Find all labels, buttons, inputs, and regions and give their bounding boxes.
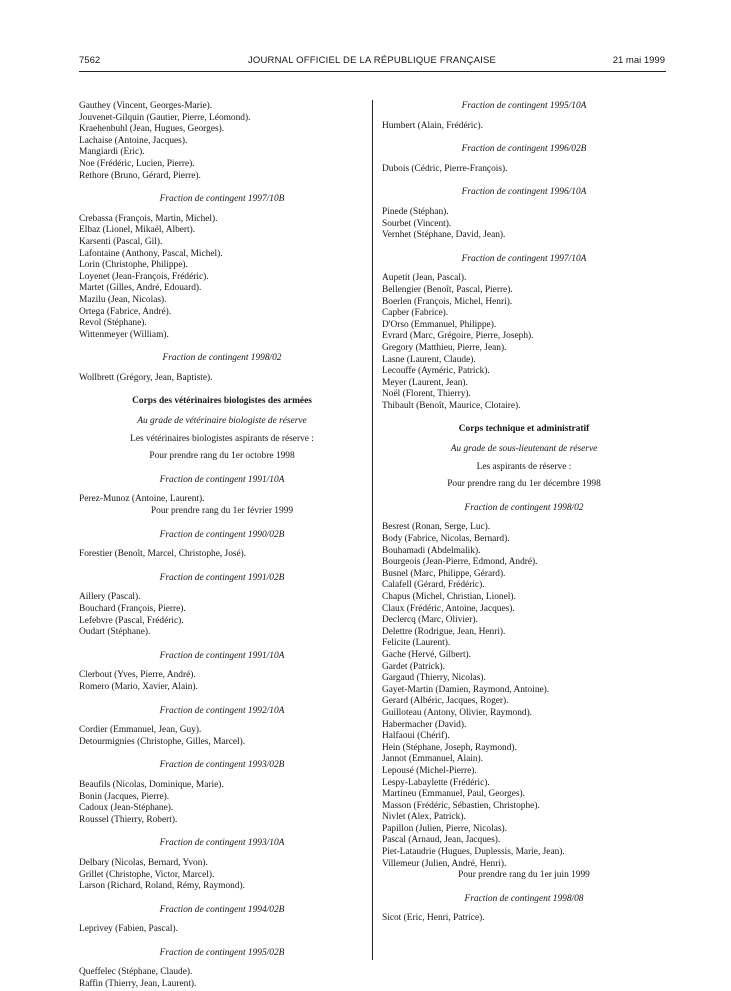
name-entry: Romero (Mario, Xavier, Alain). [79,681,198,692]
name-entry: Gauthey (Vincent, Georges-Marie). [79,101,213,111]
name-entry: Beaufils (Nicolas, Dominique, Marie). [79,779,224,790]
name-list [79,858,365,893]
name-entry: Karsenti (Pascal, Gil). [79,236,163,247]
column-divider [372,100,373,960]
page-number: 7562 [79,55,101,66]
name-entry: Raffin (Thierry, Jean, Laurent). [79,979,197,990]
name-entry: Lespy-Labaylette (Frédéric). [382,777,490,788]
name-entry: Sourbet (Vincent). [382,218,452,229]
name-entry: Aupetit (Jean, Pascal). [382,273,467,284]
grade-heading: Au grade de vétérinaire biologiste de réserve [137,416,307,427]
name-list [382,273,666,412]
name-list [79,373,365,385]
name-entry: Bouhamadi (Abdelmalik). [382,545,481,556]
rang-line: Pour prendre rang du 1er février 1999 [150,506,294,517]
name-list [79,101,365,182]
name-entry: Lasne (Laurent, Claude). [382,354,476,365]
fraction-heading: Fraction de contingent 1991/10A [159,474,285,485]
fraction-heading: Fraction de contingent 1997/10B [159,194,285,205]
name-entry: Gardet (Patrick). [382,661,445,672]
name-entry: Aillery (Pascal). [79,592,141,603]
name-entry: Ortega (Fabrice, André). [79,306,172,317]
corps-heading: Corps des vétérinaires biologistes des armées [132,396,312,407]
name-entry: Nivlet (Alex, Patrick). [382,812,466,823]
name-entry: Humbert (Alain, Frédéric). [382,120,484,131]
intro-line: Les aspirants de réserve : [476,461,572,472]
name-entry: Elbaz (Lionel, Mikaël, Albert). [79,225,196,236]
fraction-heading: Fraction de contingent 1997/10A [461,253,587,264]
name-entry: Piet-Lataudrie (Hugues, Duplessis, Marie, Jean). [382,847,565,858]
name-entry: Pinede (Stéphan). [382,206,449,217]
name-entry: D'Orso (Emmanuel, Philippe). [382,319,497,330]
name-entry: Leprivey (Fabien, Pascal). [79,924,178,935]
fraction-heading: Fraction de contingent 1990/02B [159,529,285,540]
name-entry: Crebassa (François, Martin, Michel). [79,213,218,224]
name-entry: Halfaoui (Chérif). [382,731,450,742]
name-entry: Vernhet (Stéphane, David, Jean). [382,230,506,241]
rang-line: Pour prendre rang du 1er décembre 1998 [447,479,601,490]
name-entry: Lefebvre (Pascal, Frédéric). [79,615,184,626]
name-entry: Lachaise (Antoine, Jacques). [79,135,188,146]
name-entry: Queffelec (Stéphane, Claude). [79,967,193,978]
name-entry: Dubois (Cédric, Pierre-François). [382,163,508,174]
name-entry: Capber (Fabrice). [382,308,449,319]
name-entry: Villemeur (Julien, André, Henri). [382,858,507,869]
fraction-heading: Fraction de contingent 1998/08 [464,893,584,904]
page-header [79,53,665,69]
name-list [79,494,365,506]
name-entry: Grillet (Christophe, Victor, Marcel). [79,869,215,880]
name-entry: Habermacher (David). [382,719,467,730]
grade-heading: Au grade de sous-lieutenant de réserve [450,444,598,455]
name-list [79,725,365,748]
name-entry: Thibault (Benoît, Maurice, Clotaire). [382,400,521,411]
name-list [79,214,365,342]
name-list [79,967,365,990]
name-list [79,670,365,693]
fraction-heading: Fraction de contingent 1996/10A [461,187,587,198]
name-entry: Calafell (Gérard, Frédéric). [382,580,485,591]
name-entry: Declercq (Marc, Olivier). [382,615,478,626]
name-entry: Delettre (Rodrigue, Jean, Henri). [382,626,506,637]
name-entry: Chapus (Michel, Christian, Lionel). [382,592,516,602]
name-entry: Detourmignies (Christophe, Gilles, Marcel). [79,736,246,747]
name-entry: Lorin (Christophe, Philippe). [79,260,188,271]
name-entry: Besrest (Ronan, Serge, Luc). [382,522,491,533]
fraction-heading: Fraction de contingent 1993/10A [159,838,285,849]
name-entry: Bellengier (Benoît, Pascal, Pierre). [382,284,513,295]
name-entry: Gache (Hervé, Gilbert). [382,649,472,660]
fraction-heading: Fraction de contingent 1991/10A [159,650,285,661]
fraction-heading: Fraction de contingent 1993/02B [159,760,285,771]
intro-line: Les vétérinaires biologistes aspirants de réserve : [130,433,314,444]
name-entry: Lepousé (Michel-Pierre). [382,765,477,776]
name-list [79,780,365,826]
name-entry: Wittenmeyer (William). [79,329,169,340]
name-entry: Gregory (Matthieu, Pierre, Jean). [382,342,507,353]
name-entry: Bonin (Jacques, Pierre). [79,791,170,802]
name-entry: Sicot (Eric, Henri, Patrice). [382,913,485,924]
name-entry: Lafontaine (Anthony, Pascal, Michel). [79,248,223,259]
name-entry: Oudart (Stéphane). [79,627,151,638]
name-entry: Clerbout (Yves, Pierre, André). [79,670,196,681]
name-entry: Bouchard (François, Pierre). [79,604,186,614]
name-entry: Bourgeois (Jean-Pierre, Edmond, André). [382,557,538,568]
name-entry: Roussel (Thierry, Robert). [79,814,178,825]
name-entry: Gerard (Albéric, Jacques, Roger). [382,696,509,707]
name-entry: Rethore (Bruno, Gérard, Pierre). [79,170,201,181]
fraction-heading: Fraction de contingent 1998/02 [162,353,282,364]
name-list [79,924,365,936]
name-entry: Boerlen (François, Michel, Henri). [382,296,513,307]
rang-line: Pour prendre rang du 1er octobre 1998 [149,451,295,462]
name-entry: Jannot (Emmanuel, Alain). [382,754,484,765]
fraction-heading: Fraction de contingent 1995/10A [461,101,587,111]
name-entry: Wollbrett (Grégory, Jean, Baptiste). [79,372,213,383]
name-entry: Meyer (Laurent, Jean). [382,377,468,388]
name-entry: Delbary (Nicolas, Bernard, Yvon). [79,857,208,868]
name-entry: Larson (Richard, Roland, Rémy, Raymond). [79,881,246,892]
name-list [79,592,365,638]
name-entry: Pascal (Arnaud, Jean, Jacques). [382,835,501,846]
name-list [382,164,666,176]
name-entry: Jouvenet-Gilquin (Gautier, Pierre, Léomond). [79,112,251,123]
name-entry: Claux (Frédéric, Antoine, Jacques). [382,603,515,614]
rang-line: Pour prendre rang du 1er juin 1999 [458,870,590,881]
name-entry: Evrard (Marc, Grégoire, Pierre, Joseph). [382,331,534,342]
name-entry: Papillon (Julien, Pierre, Nicolas). [382,823,507,834]
name-entry: Loyenet (Jean-François, Frédéric). [79,271,209,282]
name-entry: Hein (Stéphane, Joseph, Raymond). [382,742,517,753]
name-entry: Mangiardi (Eric). [79,147,145,158]
header-rule [79,71,666,72]
name-list [382,207,666,242]
name-entry: Gayet-Martin (Damien, Raymond, Antoine). [382,684,550,695]
left-column [79,101,365,991]
name-list [382,913,666,925]
fraction-heading: Fraction de contingent 1998/02 [464,502,584,513]
name-entry: Noël (Florent, Thierry). [382,389,471,400]
name-list [382,121,666,133]
fraction-heading: Fraction de contingent 1995/02B [159,947,285,958]
name-entry: Lecouffe (Ayméric, Patrick). [382,366,490,377]
name-entry: Busnel (Marc, Philippe, Gérard). [382,568,506,579]
name-entry: Guilloteau (Antony, Olivier, Raymond). [382,707,533,718]
name-entry: Noe (Frédéric, Lucien, Pierre). [79,158,195,169]
name-entry: Felicite (Laurent). [382,638,451,649]
name-entry: Perez-Munoz (Antoine, Laurent). [79,494,205,505]
name-entry: Cordier (Emmanuel, Jean, Guy). [79,725,202,736]
name-entry: Kraehenbuhl (Jean, Hugues, Georges). [79,124,225,135]
name-entry: Masson (Frédéric, Sébastien, Christophe). [382,800,540,811]
name-entry: Cadoux (Jean-Stéphane). [79,803,174,814]
name-entry: Martet (Gilles, André, Edouard). [79,283,202,294]
name-list [382,522,666,870]
right-column [382,101,666,925]
name-entry: Body (Fabrice, Nicolas, Bernard). [382,534,510,545]
fraction-heading: Fraction de contingent 1991/02B [159,572,285,583]
journal-title: JOURNAL OFFICIEL DE LA RÉPUBLIQUE FRANÇAISE [247,55,497,66]
name-entry: Revol (Stéphane). [79,318,147,329]
name-entry: Martineu (Emmanuel, Paul, Georges). [382,789,526,800]
name-list [79,549,365,561]
name-entry: Forestier (Benoît, Marcel, Christophe, José). [79,549,247,560]
corps-heading: Corps technique et administratif [458,424,590,435]
name-entry: Mazilu (Jean, Nicolas). [79,294,167,305]
fraction-heading: Fraction de contingent 1992/10A [159,705,285,716]
name-entry: Gargaud (Thierry, Nicolas). [382,673,486,684]
fraction-heading: Fraction de contingent 1996/02B [461,144,587,155]
issue-date: 21 mai 1999 [612,55,665,66]
fraction-heading: Fraction de contingent 1994/02B [159,904,285,915]
